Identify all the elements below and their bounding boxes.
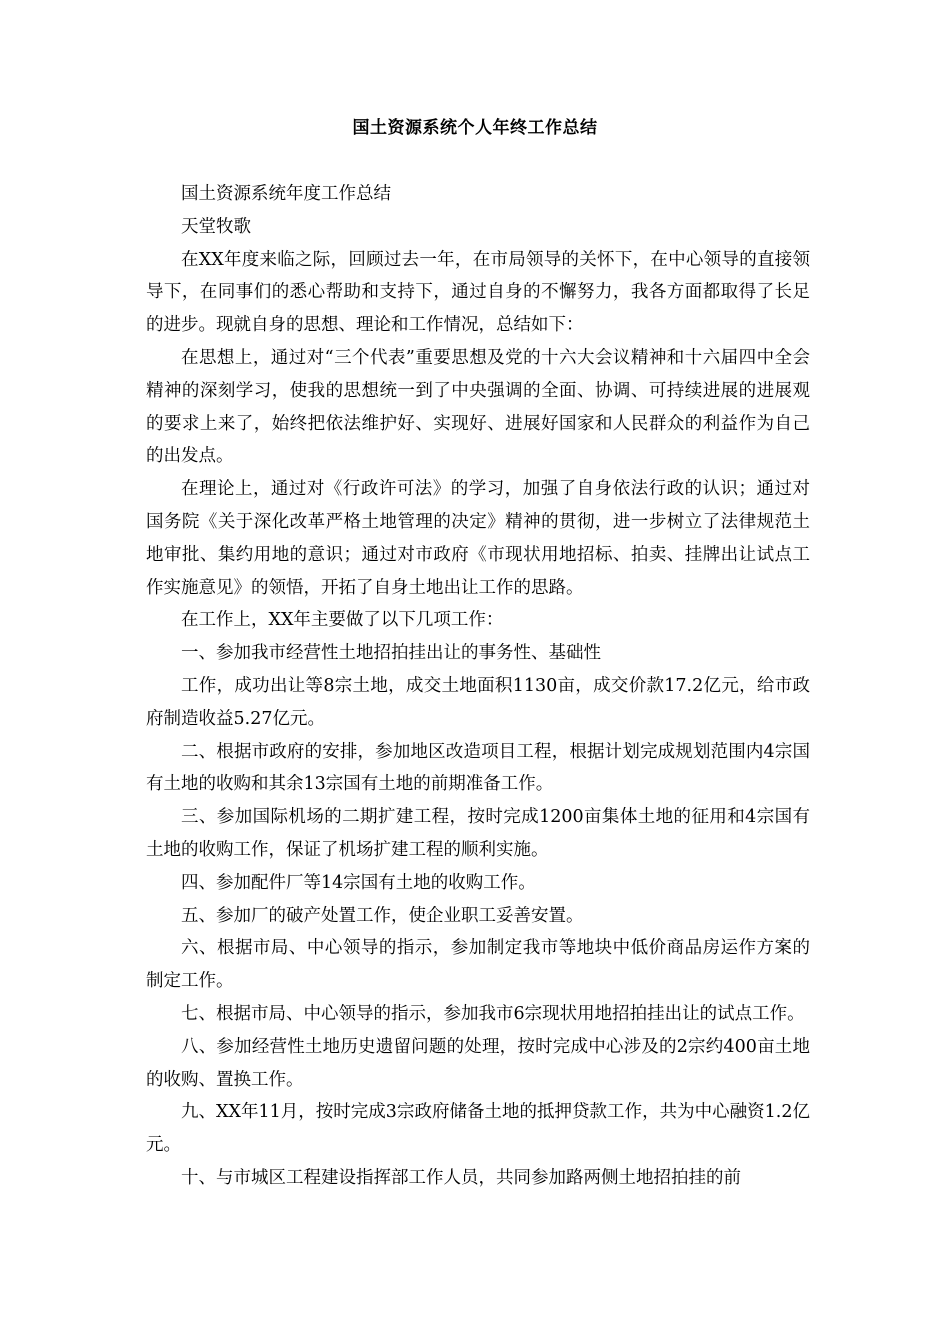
list-item-4: 四、参加配件厂等14宗国有土地的收购工作。 <box>181 872 536 893</box>
list-item-6: 六、根据市局、中心领导的指示，参加制定我市等地块中低价商品房运作方案的制定工作。 <box>146 938 810 992</box>
list-item-5: 五、参加厂的破产处置工作，使企业职工妥善安置。 <box>181 905 584 926</box>
author-line: 天堂牧歌 <box>181 216 251 237</box>
subtitle: 国土资源系统年度工作总结 <box>181 184 391 204</box>
paragraph-thought: 在思想上，通过对“三个代表”重要思想及党的十六大会议精神和十六届四中全会精神的深刻学习，使我的思想统一到了中央强调的全面、协调、可持续进展的进展观的要求上来了，始终把依法维护好、实现好、进展好国家和人民群众的利益作为自己的出发点。 <box>146 347 810 467</box>
list-item-1-continuation: 工作，成功出让等8宗土地，成交土地面积1130亩，成交价款17.2亿元，给市政府制造收益5.27亿元。 <box>146 675 810 729</box>
paragraph-intro: 在XX年度来临之际，回顾过去一年，在市局领导的关怀下，在中心领导的直接领导下，在同事们的悉心帮助和支持下，通过自身的不懈努力，我各方面都取得了长足的进步。现就自身的思想、理论和工作情况，总结如下： <box>146 249 810 336</box>
paragraph-work-heading: 在工作上，XX年主要做了以下几项工作： <box>181 610 504 631</box>
list-item-3: 三、参加国际机场的二期扩建工程，按时完成1200亩集体土地的征用和4宗国有土地的收购工作，保证了机场扩建工程的顺利实施。 <box>146 807 810 860</box>
list-item-8: 八、参加经营性土地历史遗留问题的处理，按时完成中心涉及的2宗约400亩土地的收购、置换工作。 <box>146 1036 810 1090</box>
list-item-10: 十、与市城区工程建设指挥部工作人员，共同参加路两侧土地招拍挂的前 <box>181 1167 741 1188</box>
list-item-9: 九、XX年11月，按时完成3宗政府储备土地的抵押贷款工作，共为中心融资1.2亿元。 <box>146 1102 810 1156</box>
document-title: 国土资源系统个人年终工作总结 <box>352 118 598 138</box>
list-item-1-heading: 一、参加我市经营性土地招拍挂出让的事务性、基础性 <box>181 643 601 664</box>
list-item-2: 二、根据市政府的安排，参加地区改造项目工程，根据计划完成规划范围内4宗国有土地的收购和其余13宗国有土地的前期准备工作。 <box>146 741 810 795</box>
paragraph-theory: 在理论上，通过对《行政许可法》的学习，加强了自身依法行政的认识；通过对国务院《关于深化改革严格土地管理的决定》精神的贯彻，进一步树立了法律规范土地审批、集约用地的意识；通过对市政府《市现状用地招标、拍卖、挂牌出让试点工作实施意见》的领悟，开拓了自身土地出让工作的思路。 <box>146 479 810 598</box>
document-body <box>146 178 810 1195</box>
list-item-7: 七、根据市局、中心领导的指示，参加我市6宗现状用地招拍挂出让的试点工作。 <box>181 1003 805 1024</box>
